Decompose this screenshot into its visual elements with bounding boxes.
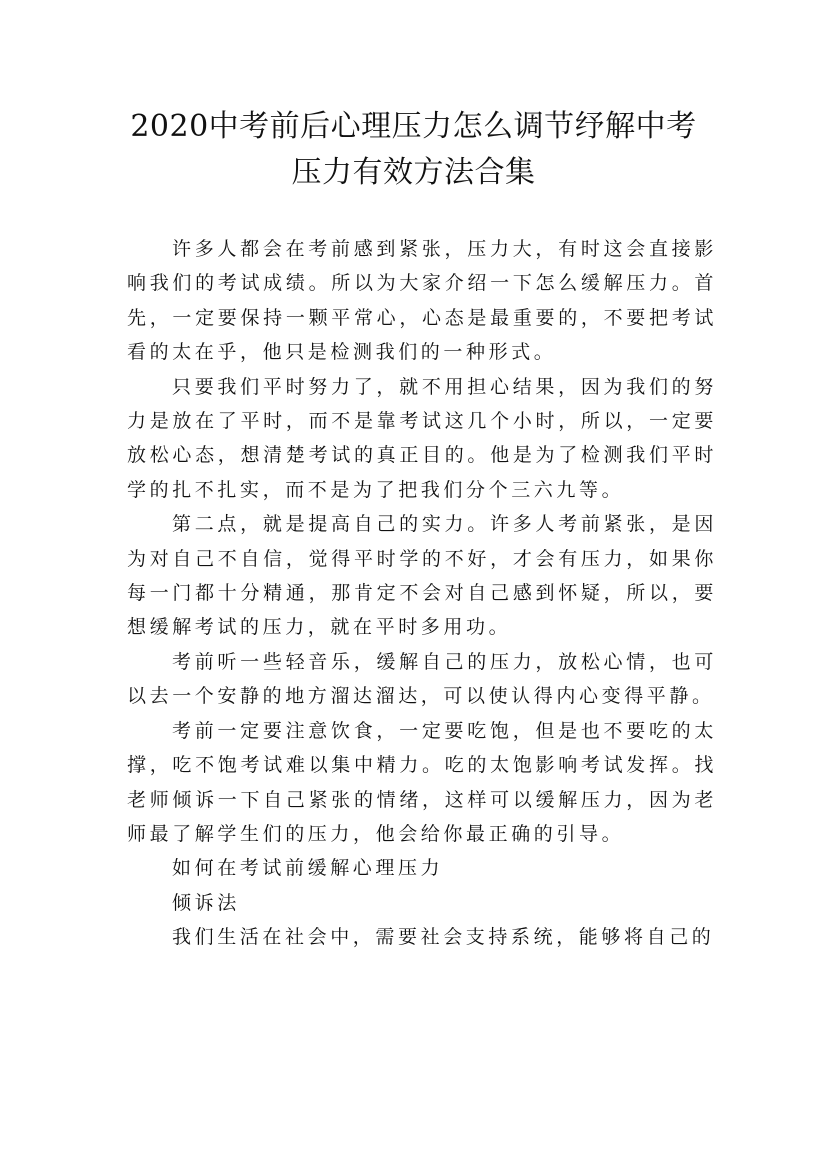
title-line-1: 2020中考前后心理压力怎么调节纾解中考 [130,109,697,144]
paragraph-intro: 许多人都会在考前感到紧张，压力大，有时这会直接影响我们的考试成绩。所以为大家介绍一下怎么缓解压力。首先，一定要保持一颗平常心，心态是最重要的，不要把考试看的太在乎，他只是检测我们的一种形式。 [127,238,717,364]
paragraph-social-support: 我们生活在社会中，需要社会支持系统，能够将自己的 [172,926,715,949]
paragraph-ability: 第二点，就是提高自己的实力。许多人考前紧张，是因为对自己不自信，觉得平时学的不好，才会有压力，如果你每一门都十分精通，那肯定不会对自己感到怀疑，所以，要想缓解考试的压力，就在平时多用功。 [127,513,717,639]
subheading-talking-method: 倾诉法 [172,891,240,914]
paragraph-music: 考前听一些轻音乐，缓解自己的压力，放松心情，也可以去一个安静的地方溜达溜达，可以使认得内心变得平静。 [127,650,717,708]
section-heading-relief: 如何在考试前缓解心理压力 [172,857,444,880]
document-body [127,232,717,955]
document-title [110,104,717,196]
paragraph-diet: 考前一定要注意饮食，一定要吃饱，但是也不要吃的太撑，吃不饱考试难以集中精力。吃的太饱影响考试发挥。找老师倾诉一下自己紧张的情绪，这样可以缓解压力，因为老师最了解学生们的压力，他会给你最正确的引导。 [127,719,717,845]
paragraph-effort: 只要我们平时努力了，就不用担心结果，因为我们的努力是放在了平时，而不是靠考试这几个小时，所以，一定要放松心态，想清楚考试的真正目的。他是为了检测我们平时学的扎不扎实，而不是为了把我们分个三六九等。 [127,375,717,501]
title-line-2: 压力有效方法合集 [291,155,536,190]
